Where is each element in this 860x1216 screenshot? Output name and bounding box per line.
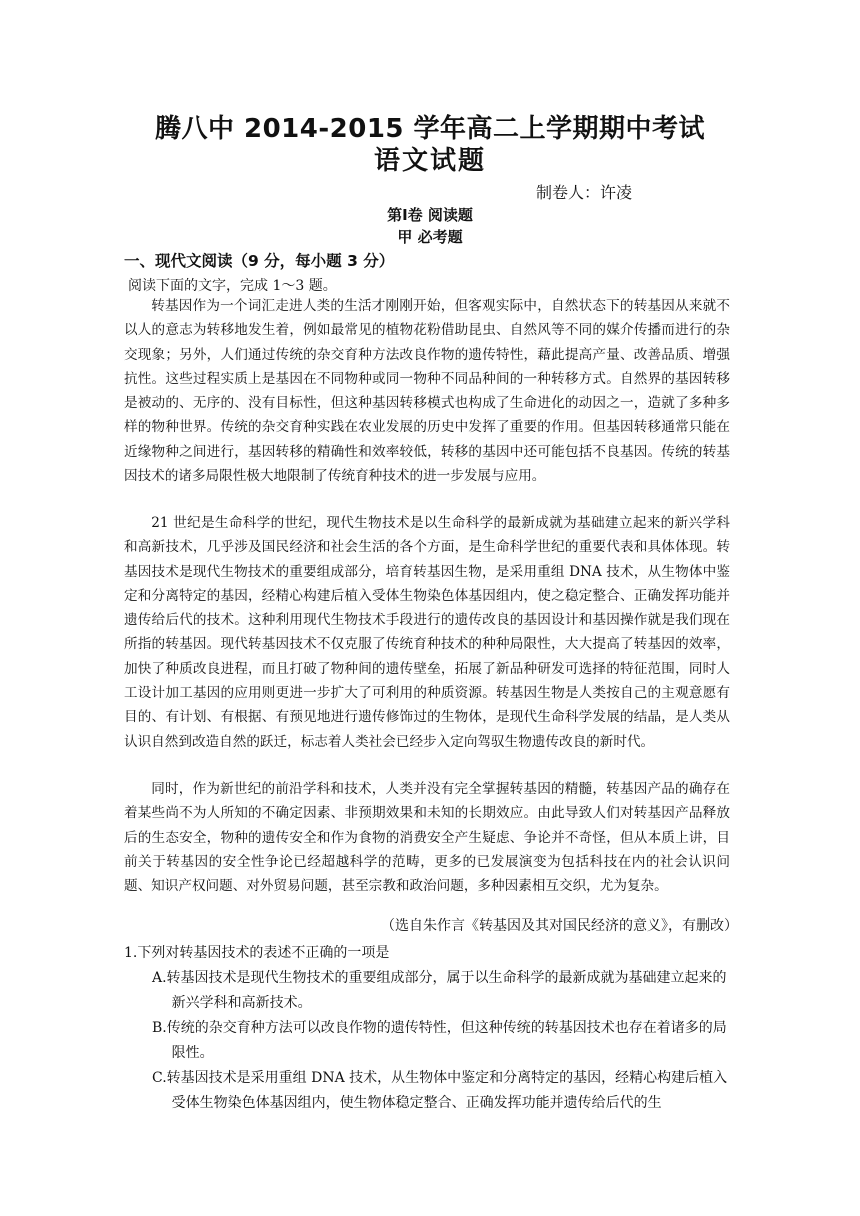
- option-c: C.转基因技术是采用重组 DNA 技术，从生物体中鉴定和分离特定的基因，经精心构建后植入受体生物染色体基因组内，使生物体稳定整合、正确发挥功能并遗传给后代的生: [152, 1070, 728, 1111]
- exam-subtitle: 语文试题: [373, 146, 486, 176]
- paragraph-text: 同时，作为新世纪的前沿学科和技术，人类并没有完全掌握转基因的精髓，转基因产品的确存在着某些尚不为人所知的不确定因素、非预期效果和未知的长期效应。由此导致人们对转基因产品释放后的生态安全，物种的遗传安全和作为食物的消费安全产生疑虑、争论并不奇怪，但从本质上讲，目前关于转基因的安全性争论已经超越科学的范畴，更多的已发展演变为包括科技在内的社会认识问题、知识产权问题、对外贸易问题，甚至宗教和政治问题，多种因素相互交织，尤为复杂。: [124, 781, 730, 895]
- section-heading: 一、现代文阅读（9 分，每小题 3 分）: [124, 252, 395, 270]
- author-line: 制卷人：许凌: [536, 183, 633, 202]
- passage-paragraph-2: [124, 511, 730, 754]
- question-stem: 1.下列对转基因技术的表述不正确的一项是: [124, 945, 390, 961]
- instruction-text: 阅读下面的文字，完成 1～3 题。: [128, 278, 337, 294]
- option-b: B.传统的杂交育种方法可以改良作物的遗传特性，但这种传统的转基因技术也存在着诸多的局限性。: [152, 1020, 727, 1061]
- part-heading: 甲 必考题: [397, 228, 463, 246]
- paragraph-text: 转基因作为一个词汇走进人类的生活才刚刚开始，但客观实际中，自然状态下的转基因从来就不以人的意志为转移地发生着，例如最常见的植物花粉借助昆虫、自然风等不同的媒介传播而进行的杂交现象；另外，人们通过传统的杂交育种方法改良作物的遗传特性，藉此提高产量、改善品质、增强抗性。这些过程实质上是基因在不同物种或同一物种不同品种间的一种转移方式。自然界的基因转移是被动的、无序的、没有目标性，但这种基因转移模式也构成了生命进化的动因之一，造就了多种多样的物种世界。传统的杂交育种实践在农业发展的历史中发挥了重要的作用。但基因转移通常只能在近缘物种之间进行，基因转移的精确性和效率较低，转移的基因中还可能包括不良基因。传统的转基因技术的诸多局限性极大地限制了传统育种技术的进一步发展与应用。: [124, 298, 730, 485]
- paragraph-text: 21 世纪是生命科学的世纪，现代生物技术是以生命科学的最新成就为基础建立起来的新兴学科和高新技术，几乎涉及国民经济和社会生活的各个方面，是生命科学世纪的重要代表和具体体现。转基因技术是现代生物技术的重要组成部分，培育转基因生物，是采用重组 DNA 技术，从生物体中鉴定和分离特定的基因，经精心构建后植入受体生物染色体基因组内，使之稳定整合、正确发挥功能并遗传给后代的技术。这种利用现代生物技术手段进行的遗传改良的基因设计和基因操作就是我们现在所指的转基因。现代转基因技术不仅克服了传统育种技术的种种局限性，大大提高了转基因的效率，加快了种质改良进程，而且打破了物种间的遗传壁垒，拓展了新品种研发可选择的特征范围，同时人工设计加工基因的应用则更进一步扩大了可利用的种质资源。转基因生物是人类按自己的主观意愿有目的、有计划、有根据、有预见地进行遗传修饰过的生物体，是现代生命科学发展的结晶，是人类从认识自然到改造自然的跃迁，标志着人类社会已经步入定向驾驭生物遗传改良的新时代。: [124, 515, 730, 750]
- passage-paragraph-1: [124, 294, 730, 488]
- question-1: [124, 941, 730, 1116]
- volume-heading: 第Ⅰ卷 阅读题: [387, 206, 473, 224]
- exam-title: 腾八中 2014-2015 学年高二上学期期中考试: [154, 114, 706, 144]
- option-a: A.转基因技术是现代生物技术的重要组成部分，属于以生命科学的最新成就为基础建立起来的新兴学科和高新技术。: [152, 970, 727, 1011]
- passage-paragraph-3: [124, 777, 730, 898]
- source-citation: （选自朱作言《转基因及其对国民经济的意义》，有删改）: [381, 918, 738, 934]
